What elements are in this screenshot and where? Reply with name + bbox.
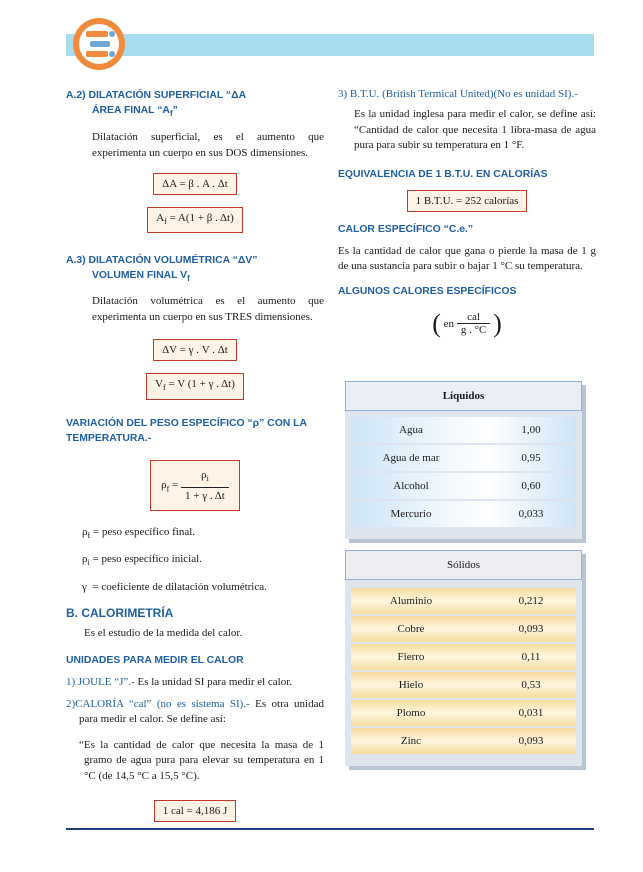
specific-heat-value: 0,093 <box>518 623 544 635</box>
calorimetry-text: Es el estudio de la medida del calor. <box>84 626 243 639</box>
table-row <box>351 501 576 527</box>
a2-formula-1: ΔA = β . A . Δt <box>153 173 237 195</box>
substance-name: Agua de mar <box>382 452 440 464</box>
table-row <box>351 616 576 642</box>
left-column <box>66 88 324 822</box>
table-row <box>351 728 576 754</box>
calorie-line: 2)CALORÍA “cal” (no es sistema SI).- Es otra unidad para medir el calor. Se define así: <box>66 697 324 726</box>
liquids-table <box>345 381 582 539</box>
specific-heat-value: 1,00 <box>521 424 541 436</box>
density-formula: $\rho_f$ = $\frac{\rho_i}{1 + \gamma . \Delta t}$ <box>150 460 240 511</box>
footer-rule <box>66 828 594 830</box>
substance-name: Plomo <box>396 707 426 719</box>
a2-heading: A.2) DILATACIÓN SUPERFICIAL “ΔA ÁREA FINAL “$A_f$” <box>66 90 247 119</box>
header-band <box>66 34 594 56</box>
substance-name: Hielo <box>398 679 424 691</box>
substance-name: Mercurio <box>390 508 432 520</box>
specific-heat-value: 0,031 <box>518 707 544 719</box>
specific-heat-heading: CALOR ESPECÍFICO “C.e.” <box>338 223 474 235</box>
unit-label: ( en $\frac{\text{cal}}{g . ^\circ C}$ ) <box>432 308 502 338</box>
btu-heading: 3) B.T.U. (British Termical United)(No es unidad SI).- <box>338 88 578 100</box>
substance-name: Fierro <box>397 651 425 663</box>
table-row <box>351 445 576 471</box>
a2-formula-2: $A_f = A(1 + \beta$ . Δt) <box>147 207 243 233</box>
specific-heat-value: 0,95 <box>521 452 541 464</box>
definition-gamma: γ = coeficiente de dilatación volumétrica. <box>82 581 267 594</box>
solids-title: Sólidos <box>345 550 582 580</box>
specific-heat-value: 0,212 <box>518 595 544 607</box>
some-specific-heats-heading: ALGUNOS CALORES ESPECÍFICOS <box>338 285 517 297</box>
substance-name: Agua <box>399 424 423 436</box>
equivalence-heading: EQUIVALENCIA DE 1 B.T.U. EN CALORÍAS <box>338 168 548 180</box>
right-column <box>338 88 596 339</box>
btu-formula: 1 B.T.U. = 252 calorías <box>407 190 528 212</box>
specific-heat-value: 0,093 <box>518 735 544 747</box>
a3-text: Dilatación volumétrica es el aumento que experimenta un cuerpo en sus TRES dimensiones. <box>92 295 324 323</box>
calorie-formula: 1 cal = 4,186 J <box>154 800 237 822</box>
substance-name: Alcohol <box>393 480 429 492</box>
definition-final: $\rho_f$ = peso específico final. <box>82 525 196 540</box>
definition-initial: $\rho_i$ = peso específico inicial. <box>82 553 202 568</box>
a3-formula-2: $V_f = V$ (1 + γ . Δt) <box>146 373 244 399</box>
table-row <box>351 417 576 443</box>
solids-table <box>345 550 582 766</box>
liquids-title: Líquidos <box>345 381 582 411</box>
table-row <box>351 644 576 670</box>
specific-heat-value: 0,60 <box>521 480 541 492</box>
calorie-definition: “Es la cantidad de calor que necesita la masa de 1 gramo de agua pura para elevar su temperatura en 1 °C (de 14,5 °C a 15,5 °C). <box>79 738 324 782</box>
table-row <box>351 672 576 698</box>
a2-text: Dilatación superficial, es el aumento que experimenta un cuerpo en sus DOS dimensiones. <box>92 131 324 159</box>
table-row <box>351 700 576 726</box>
a3-heading: A.3) DILATACIÓN VOLUMÉTRICA “ΔV” VOLUMEN FINAL $V_f$ <box>66 255 258 284</box>
tree-diagram-icon <box>72 17 126 71</box>
specific-heat-value: 0,11 <box>521 651 541 663</box>
substance-name: Zinc <box>400 735 422 747</box>
table-row <box>351 473 576 499</box>
calorimetry-heading: B. CALORIMETRÍA <box>66 605 174 620</box>
btu-text: Es la unidad inglesa para medir el calor, se define así: “Cantidad de calor que necesita 1 libra-masa de agua pura para subir su temperatura en 1 °F. <box>354 108 596 151</box>
a3-formula-1: ΔV = γ . V . Δt <box>153 339 237 361</box>
substance-name: Aluminio <box>389 595 433 607</box>
joule-line: 1) JOULE “J”.- Es la unidad SI para medir el calor. <box>66 676 293 689</box>
specific-heat-value: 0,033 <box>518 508 544 520</box>
specific-heat-text: Es la cantidad de calor que gana o pierde la masa de 1 g de una sustancia para subir o bajar 1 °C su temperatura. <box>338 244 596 272</box>
substance-name: Cobre <box>397 623 425 635</box>
units-heading: UNIDADES PARA MEDIR EL CALOR <box>66 655 244 667</box>
variation-heading: VARIACIÓN DEL PESO ESPECÍFICO “ρ” CON LA TEMPERATURA.- <box>66 417 307 444</box>
specific-heat-value: 0,53 <box>521 679 541 691</box>
table-row <box>351 588 576 614</box>
